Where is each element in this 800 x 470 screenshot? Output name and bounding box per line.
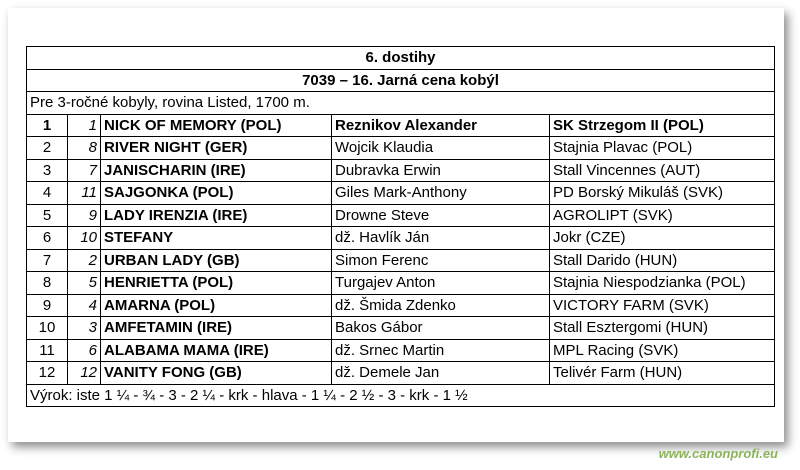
horse-name-cell: SAJGONKA (POL) [101, 182, 332, 205]
owner-cell: Stajnia Niespodzianka (POL) [550, 272, 775, 295]
horse-name-cell: STEFANY [101, 227, 332, 250]
owner-cell: AGROLIPT (SVK) [550, 204, 775, 227]
race-subtitle: 7039 – 16. Jarná cena kobýl [27, 69, 775, 92]
result-row [27, 159, 775, 182]
start-number-cell: 4 [68, 294, 101, 317]
position-cell: 4 [27, 182, 68, 205]
result-row [27, 204, 775, 227]
result-row [27, 249, 775, 272]
horse-name-cell: LADY IRENZIA (IRE) [101, 204, 332, 227]
owner-cell: Stall Vincennes (AUT) [550, 159, 775, 182]
position-cell: 11 [27, 339, 68, 362]
start-number-cell: 8 [68, 137, 101, 160]
result-row [27, 294, 775, 317]
result-row [27, 182, 775, 205]
race-title: 6. dostihy [27, 47, 775, 70]
race-title-row [27, 47, 775, 70]
horse-name-cell: AMARNA (POL) [101, 294, 332, 317]
margins-text: Výrok: iste 1 ¼ - ¾ - 3 - 2 ¼ - krk - hlava - 1 ¼ - 2 ½ - 3 - krk - 1 ½ [27, 384, 775, 407]
owner-cell: MPL Racing (SVK) [550, 339, 775, 362]
horse-name-cell: URBAN LADY (GB) [101, 249, 332, 272]
result-row [27, 272, 775, 295]
horse-name-cell: NICK OF MEMORY (POL) [101, 114, 332, 137]
watermark: www.canonprofi.eu [658, 446, 778, 461]
jockey-cell: Turgajev Anton [332, 272, 550, 295]
jockey-cell: Reznikov Alexander [332, 114, 550, 137]
margins-row [27, 384, 775, 407]
horse-name-cell: VANITY FONG (GB) [101, 362, 332, 385]
jockey-cell: Dubravka Erwin [332, 159, 550, 182]
position-cell: 12 [27, 362, 68, 385]
start-number-cell: 10 [68, 227, 101, 250]
jockey-cell: Wojcik Klaudia [332, 137, 550, 160]
position-cell: 10 [27, 317, 68, 340]
jockey-cell: Simon Ferenc [332, 249, 550, 272]
result-row [27, 227, 775, 250]
horse-name-cell: ALABAMA MAMA (IRE) [101, 339, 332, 362]
owner-cell: SK Strzegom II (POL) [550, 114, 775, 137]
owner-cell: VICTORY FARM (SVK) [550, 294, 775, 317]
jockey-cell: dž. Havlík Ján [332, 227, 550, 250]
horse-name-cell: RIVER NIGHT (GER) [101, 137, 332, 160]
start-number-cell: 11 [68, 182, 101, 205]
start-number-cell: 3 [68, 317, 101, 340]
jockey-cell: Bakos Gábor [332, 317, 550, 340]
start-number-cell: 7 [68, 159, 101, 182]
position-cell: 5 [27, 204, 68, 227]
position-cell: 2 [27, 137, 68, 160]
start-number-cell: 9 [68, 204, 101, 227]
results-table [26, 46, 775, 407]
owner-cell: PD Borský Mikuláš (SVK) [550, 182, 775, 205]
owner-cell: Stall Darido (HUN) [550, 249, 775, 272]
owner-cell: Telivér Farm (HUN) [550, 362, 775, 385]
start-number-cell: 1 [68, 114, 101, 137]
start-number-cell: 2 [68, 249, 101, 272]
owner-cell: Stajnia Plavac (POL) [550, 137, 775, 160]
position-cell: 6 [27, 227, 68, 250]
position-cell: 3 [27, 159, 68, 182]
horse-name-cell: AMFETAMIN (IRE) [101, 317, 332, 340]
start-number-cell: 6 [68, 339, 101, 362]
jockey-cell: dž. Srnec Martin [332, 339, 550, 362]
result-row [27, 114, 775, 137]
horse-name-cell: HENRIETTA (POL) [101, 272, 332, 295]
jockey-cell: Giles Mark-Anthony [332, 182, 550, 205]
race-conditions: Pre 3-ročné kobyly, rovina Listed, 1700 m. [27, 92, 775, 115]
owner-cell: Stall Esztergomi (HUN) [550, 317, 775, 340]
jockey-cell: Drowne Steve [332, 204, 550, 227]
start-number-cell: 5 [68, 272, 101, 295]
position-cell: 1 [27, 114, 68, 137]
jockey-cell: dž. Demele Jan [332, 362, 550, 385]
result-row [27, 339, 775, 362]
jockey-cell: dž. Šmida Zdenko [332, 294, 550, 317]
owner-cell: Jokr (CZE) [550, 227, 775, 250]
result-row [27, 362, 775, 385]
result-row [27, 137, 775, 160]
start-number-cell: 12 [68, 362, 101, 385]
race-subtitle-row [27, 69, 775, 92]
position-cell: 8 [27, 272, 68, 295]
horse-name-cell: JANISCHARIN (IRE) [101, 159, 332, 182]
position-cell: 7 [27, 249, 68, 272]
position-cell: 9 [27, 294, 68, 317]
race-conditions-row [27, 92, 775, 115]
result-row [27, 317, 775, 340]
